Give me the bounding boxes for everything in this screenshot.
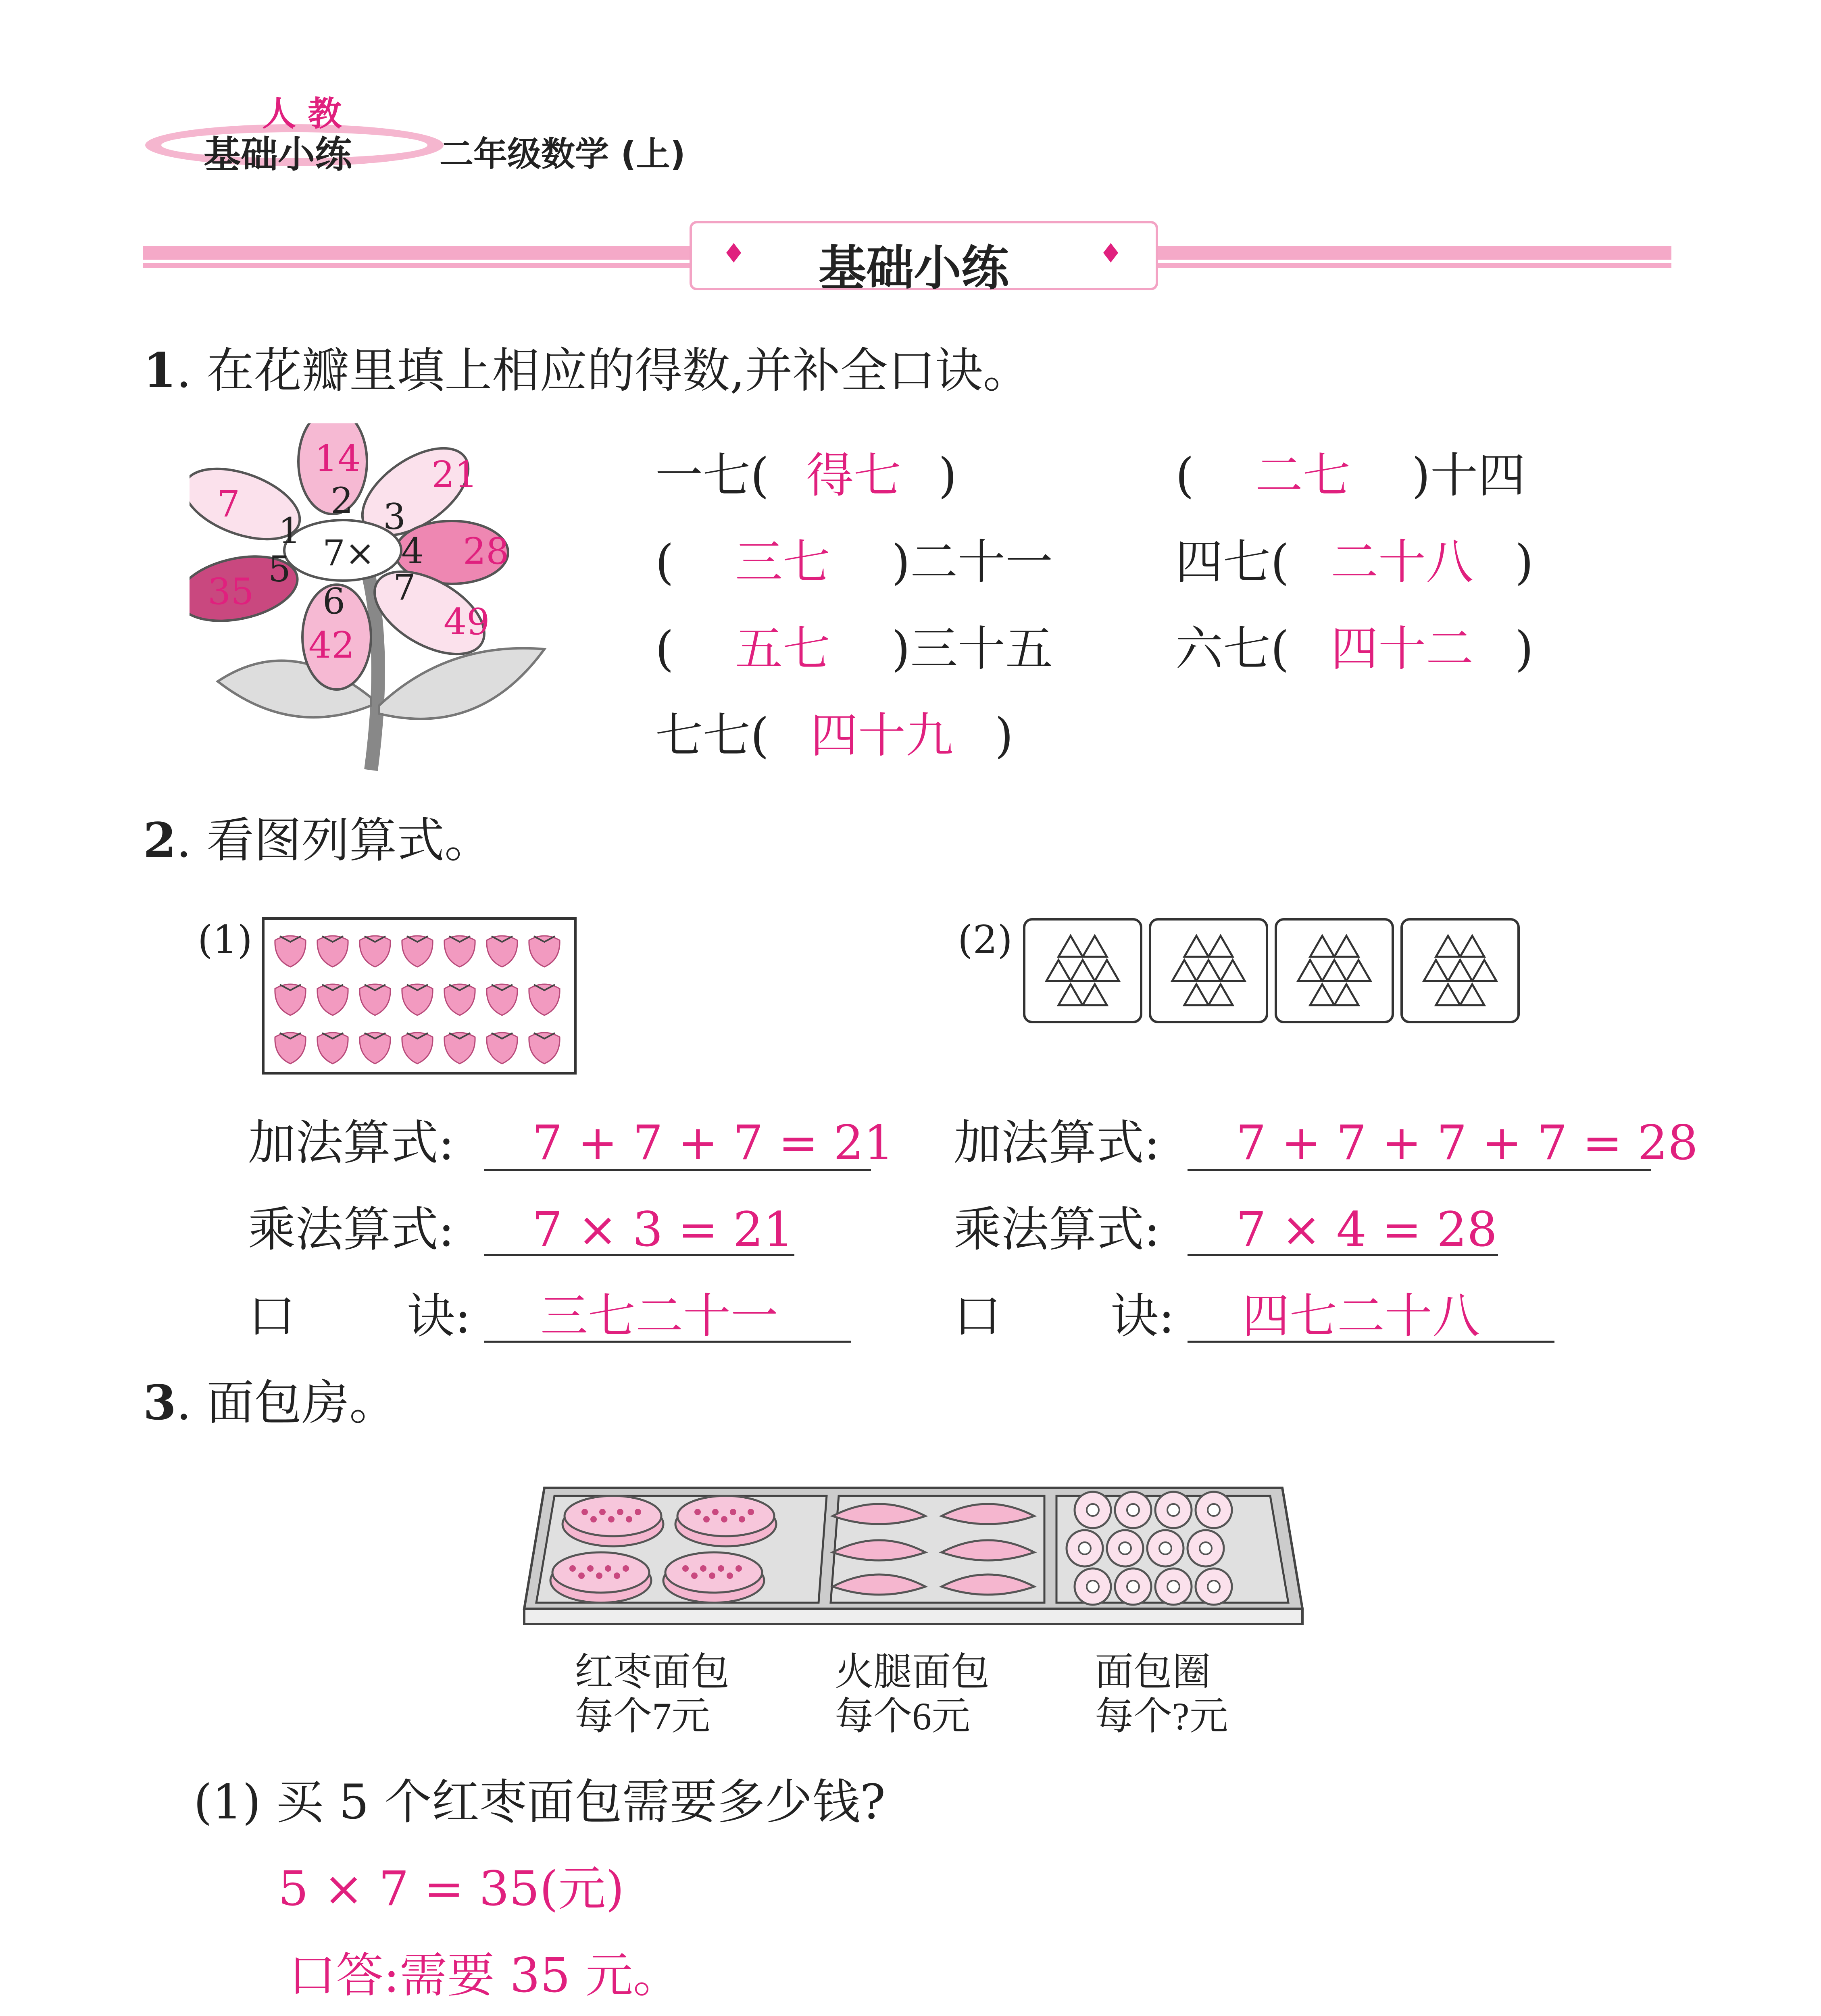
rhyme-5: ( 五七 )三十五	[655, 621, 1053, 677]
flower-center-label: 7×	[323, 532, 375, 574]
flower-product-42: 42	[308, 624, 355, 666]
triangle-groups	[1020, 917, 1524, 1026]
q1-number: 1	[143, 342, 177, 398]
diamond-icon-right: ♦	[1099, 238, 1123, 269]
rhyme-7: 七七( 四十九 )	[655, 708, 1014, 763]
header-badge-top: 人 教	[262, 94, 342, 133]
q2-part1-rhyme-answer: 三七二十一	[540, 1288, 779, 1344]
product-2-name: 火腿面包	[835, 1650, 990, 1693]
flower-mult-3: 3	[383, 496, 406, 537]
product-2-price: 每个6元	[835, 1695, 970, 1738]
rhyme-3: ( 三七 )二十一	[655, 534, 1053, 590]
q2-part2-rhyme-label-b: 诀:	[1111, 1288, 1175, 1344]
flower-mult-6: 6	[323, 581, 345, 622]
q1-prompt	[143, 342, 1031, 398]
flower-mult-2: 2	[331, 480, 353, 521]
product-1-name: 红枣面包	[575, 1650, 729, 1693]
q2-part1-rhyme-label-b: 诀:	[407, 1288, 471, 1344]
section-title: 基础小练	[819, 240, 1009, 296]
bakery-tray	[520, 1460, 1306, 1629]
q3-sub1-answer: 口答:需要 35 元。	[288, 1947, 681, 2003]
q2-part1-add-label: 加法算式:	[248, 1115, 454, 1170]
jujube-bread-icon	[675, 1496, 776, 1546]
flower-product-49: 49	[444, 601, 490, 643]
q2-part1-add-answer: 7 + 7 + 7 = 21	[532, 1115, 894, 1170]
strawberry-grid	[262, 917, 577, 1075]
q2-part1-rhyme-label-a: 口	[248, 1288, 296, 1344]
donut-icon	[1107, 1530, 1143, 1566]
donut-icon	[1155, 1492, 1192, 1528]
q2-part2-add-label: 加法算式:	[954, 1115, 1160, 1170]
q3-text: . 面包房。	[176, 1375, 397, 1431]
flower-mult-7: 7	[393, 566, 416, 608]
donut-icon	[1196, 1568, 1232, 1605]
diamond-icon-left: ♦	[722, 238, 746, 269]
donut-icon	[1075, 1492, 1111, 1528]
product-3-name: 面包圈	[1095, 1650, 1211, 1693]
flower-mult-4: 4	[401, 530, 424, 572]
donut-icon	[1188, 1530, 1224, 1566]
flower-product-21: 21	[431, 454, 478, 496]
donut-icon	[1115, 1568, 1151, 1605]
donut-icon	[1155, 1568, 1192, 1605]
flower-product-28: 28	[463, 530, 509, 573]
header-book-title: 二年级数学 (上)	[440, 134, 686, 174]
q2-number: 2	[143, 812, 177, 868]
q2-part2-add-answer: 7 + 7 + 7 + 7 = 28	[1236, 1115, 1698, 1170]
q1-text: . 在花瓣里填上相应的得数,并补全口诀。	[176, 343, 1031, 398]
q3-number: 3	[143, 1375, 177, 1431]
q3-sub1-question: (1) 买 5 个红枣面包需要多少钱?	[194, 1774, 886, 1830]
flower-product-35: 35	[208, 571, 254, 613]
q2-prompt	[143, 812, 492, 868]
q3-sub1-calc: 5 × 7 = 35(元)	[278, 1861, 625, 1916]
donut-icon	[1115, 1492, 1151, 1528]
jujube-bread-icon	[550, 1552, 651, 1603]
q2-part2-label: (2)	[958, 917, 1013, 962]
product-1-price: 每个7元	[575, 1695, 710, 1738]
flower-mult-5: 5	[268, 548, 291, 590]
jujube-bread-icon	[563, 1496, 663, 1546]
flower-product-14: 14	[315, 437, 361, 480]
q2-part1-mul-label: 乘法算式:	[248, 1202, 454, 1257]
rhyme-4: 四七( 二十八 )	[1175, 534, 1534, 590]
donut-icon	[1196, 1492, 1232, 1528]
donut-icon	[1147, 1530, 1183, 1566]
donut-icon	[1067, 1530, 1103, 1566]
donut-icon	[1075, 1568, 1111, 1605]
product-3-price: 每个?元	[1095, 1695, 1228, 1738]
flower-product-7: 7	[217, 483, 240, 525]
rhyme-6: 六七( 四十二 )	[1175, 621, 1534, 677]
q2-part2-rhyme-label-a: 口	[954, 1288, 1002, 1344]
header-badge-main: 基础小练	[204, 133, 352, 176]
flower-mult-1: 1	[278, 510, 301, 552]
q3-prompt	[143, 1375, 397, 1431]
q2-part2-mul-answer: 7 × 4 = 28	[1236, 1202, 1498, 1257]
q2-part2-mul-label: 乘法算式:	[954, 1202, 1160, 1257]
q2-part1-label: (1)	[198, 917, 252, 962]
q2-part2-rhyme-answer: 四七二十八	[1242, 1288, 1480, 1344]
rhyme-2: ( 二七 )十四	[1175, 448, 1526, 503]
q2-text: . 看图列算式。	[176, 812, 492, 868]
q2-part1-mul-answer: 7 × 3 = 21	[532, 1202, 794, 1257]
rhyme-1: 一七( 得七 )	[655, 448, 957, 503]
jujube-bread-icon	[663, 1552, 764, 1603]
